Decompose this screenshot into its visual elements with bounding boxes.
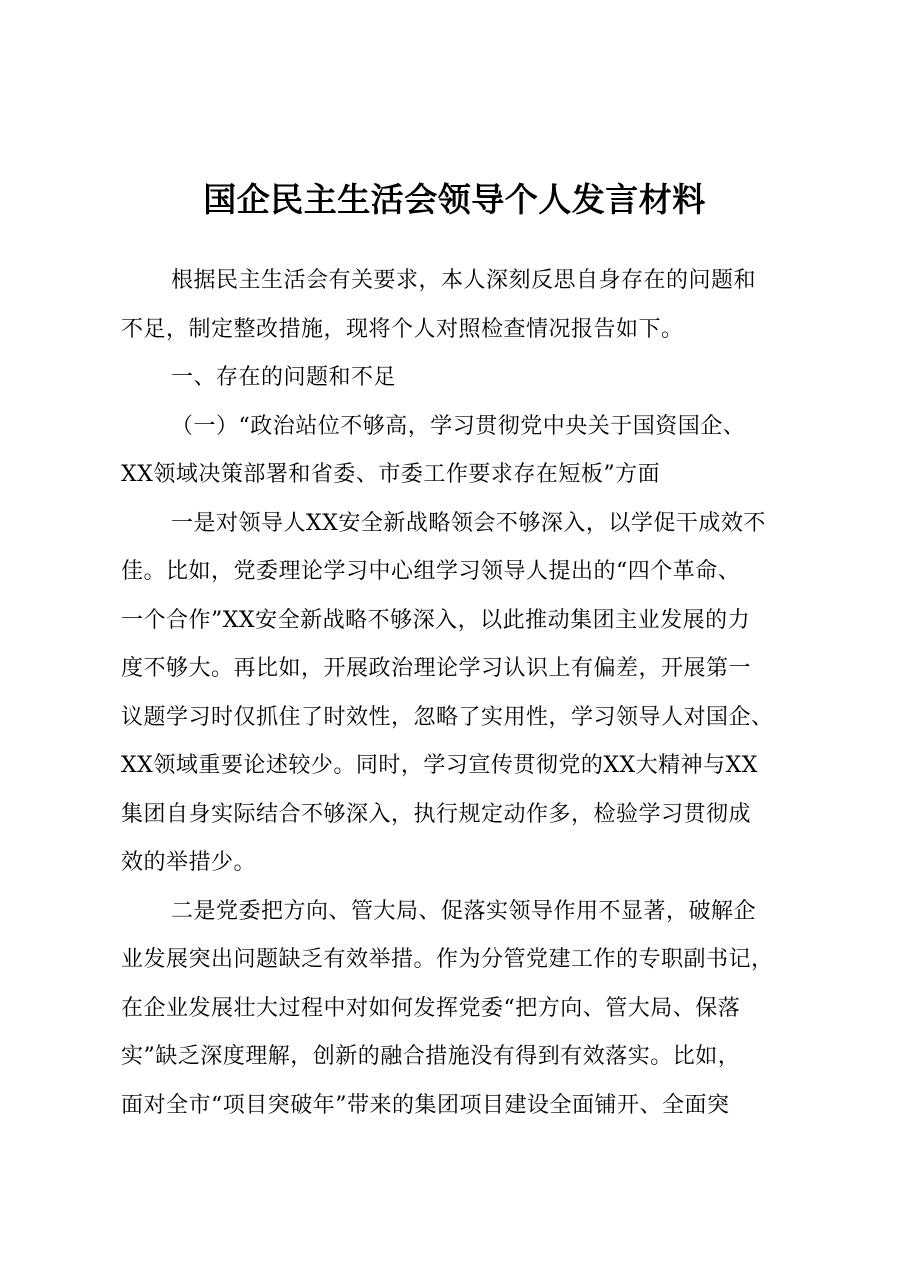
paragraph-line: XX领域重要论述较少。同时，学习宣传贯彻党的XX大精神与XX xyxy=(121,753,758,778)
paragraph-line: 一是对领导人XX安全新战略领会不够深入，以学促干成效不 xyxy=(171,510,766,536)
paragraph-line: 佳。比如，党委理论学习中心组学习领导人提出的“四个革命、 xyxy=(121,559,741,584)
paragraph-line: （一）“政治站位不够高，学习贯彻党中央关于国资国企、 xyxy=(171,413,746,439)
document-body xyxy=(121,257,789,1130)
paragraph-line: XX领域决策部署和省委、市委工作要求存在短板”方面 xyxy=(121,462,661,487)
paragraph-line: 二是党委把方向、管大局、促落实领导作用不显著，破解企 xyxy=(171,898,757,924)
document-title: 国企民主生活会领导个人发言材料 xyxy=(203,180,706,219)
section-heading: 一、存在的问题和不足 xyxy=(171,365,397,390)
paragraph-line: 效的举措少。 xyxy=(121,850,257,875)
paragraph-line: 集团自身实际结合不够深入，执行规定动作多，检验学习贯彻成 xyxy=(121,801,752,827)
paragraph-line: 一个合作”XX安全新战略不够深入，以此推动集团主业发展的力 xyxy=(121,607,751,633)
paragraph-line: 实”缺乏深度理解，创新的融合措施没有得到有效落实。比如， xyxy=(121,1044,741,1069)
paragraph-line: 面对全市“项目突破年”带来的集团项目建设全面铺开、全面突 xyxy=(121,1092,730,1118)
paragraph-line: 议题学习时仅抓住了时效性，忽略了实用性，学习领导人对国企、 xyxy=(121,704,774,730)
paragraph-line: 度不够大。再比如，开展政治理论学习认识上有偏差，开展第一 xyxy=(121,656,752,681)
paragraph-line: 根据民主生活会有关要求，本人深刻反思自身存在的问题和 xyxy=(171,268,757,293)
paragraph-line: 不足，制定整改措施，现将个人对照检查情况报告如下。 xyxy=(121,316,684,342)
paragraph-line: 在企业发展壮大过程中对如何发挥党委“把方向、管大局、保落 xyxy=(121,995,741,1021)
paragraph-line: 业发展突出问题缺乏有效举措。作为分管党建工作的专职副书记， xyxy=(121,947,774,972)
